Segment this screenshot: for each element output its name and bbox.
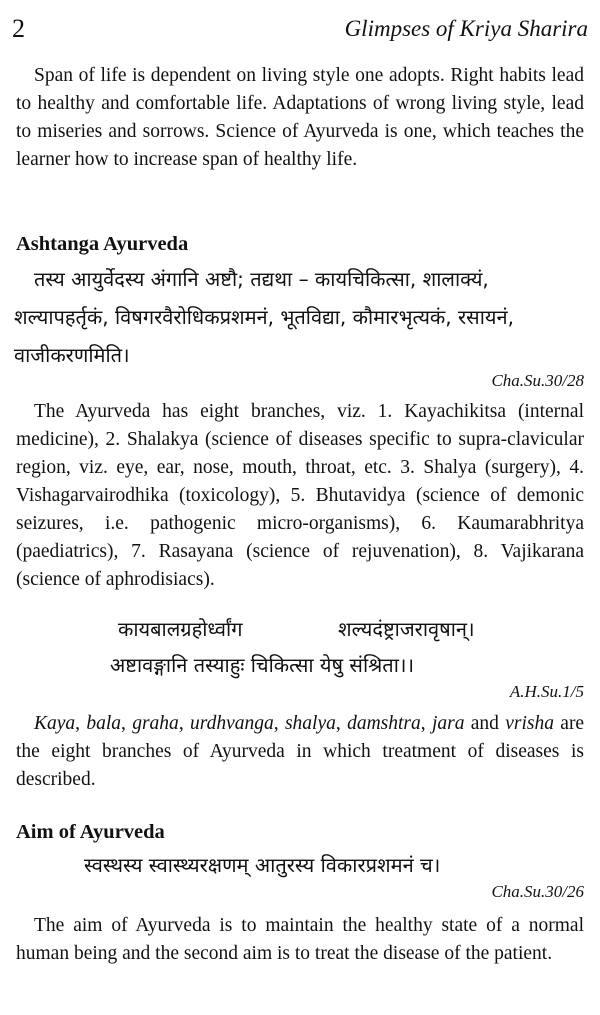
term: shalya <box>284 713 336 734</box>
term: bala <box>86 713 122 734</box>
page-number: 2 <box>12 14 25 43</box>
citation: Cha.Su.30/28 <box>491 371 584 390</box>
term: urdhvanga <box>190 713 274 734</box>
term: graha <box>132 713 179 734</box>
intro-paragraph: Span of life is dependent on living style one adopts. Right habits lead to healthy and comfortable life. Adaptations of wrong living style, lead to miseries and sorrows. Science of Ayurveda is one, which teaches the learner how to increase span of healthy life. <box>16 65 584 170</box>
citation: A.H.Su.1/5 <box>509 682 584 701</box>
verse-line: शल्यदंष्ट्राजरावृषान्। <box>338 617 475 641</box>
branches-paragraph: The Ayurveda has eight branches, viz. 1. Kayachikitsa (internal medicine), 2. Shalakya (science of diseases specific to supra-clavicular region, viz. eye, ear, nose, mouth, throat, etc. 3. Shalya (surgery), 4. Vishagarvairodhika (toxicology), 5. Bhutavidya (science of demonic seizures, i.e. pathogenic micro-organisms), 6. Kaumarabhritya (paediatrics), 7. Rasayana (science of rejuvenation), 8. Vajikarana (science of aphrodisiacs). <box>16 401 584 590</box>
term: vrisha <box>505 713 554 734</box>
verse-line: तस्य आयुर्वेदस्य अंगानि अष्टौ; तद्यथा – कायचिकित्सा, शालाक्यं, <box>34 267 489 291</box>
term: Kaya <box>34 713 76 734</box>
term: jara <box>431 713 465 734</box>
section-heading-ashtanga: Ashtanga Ayurveda <box>16 233 189 255</box>
running-head: Glimpses of Kriya Sharira <box>344 16 588 41</box>
citation: Cha.Su.30/26 <box>491 882 584 901</box>
branches-summary-paragraph: Kaya, bala, graha, urdhvanga, shalya, damshtra, jara and vrisha are the eight branches of Ayurveda in which treatment of diseases is described. <box>16 713 585 790</box>
verse-line: अष्टावङ्गानि तस्याहुः चिकित्सा येषु संश्रिता।। <box>110 653 415 677</box>
verse-line: कायबालग्रहोर्ध्वांग <box>118 617 243 641</box>
term: damshtra <box>347 713 421 734</box>
aim-paragraph: The aim of Ayurveda is to maintain the healthy state of a normal human being and the second aim is to treat the disease of the patient. <box>16 915 584 964</box>
verse-line: स्वस्थस्य स्वास्थ्यरक्षणम् आतुरस्य विकारप्रशमनं च। <box>84 853 441 877</box>
page-header <box>12 14 588 44</box>
section-heading-aim: Aim of Ayurveda <box>16 821 165 843</box>
verse-line: शल्यापहर्तृकं, विषगरवैरोधिकप्रशमनं, भूतविद्या, कौमारभृत्यकं, रसायनं, <box>14 305 514 329</box>
verse-line: वाजीकरणमिति। <box>14 343 130 367</box>
